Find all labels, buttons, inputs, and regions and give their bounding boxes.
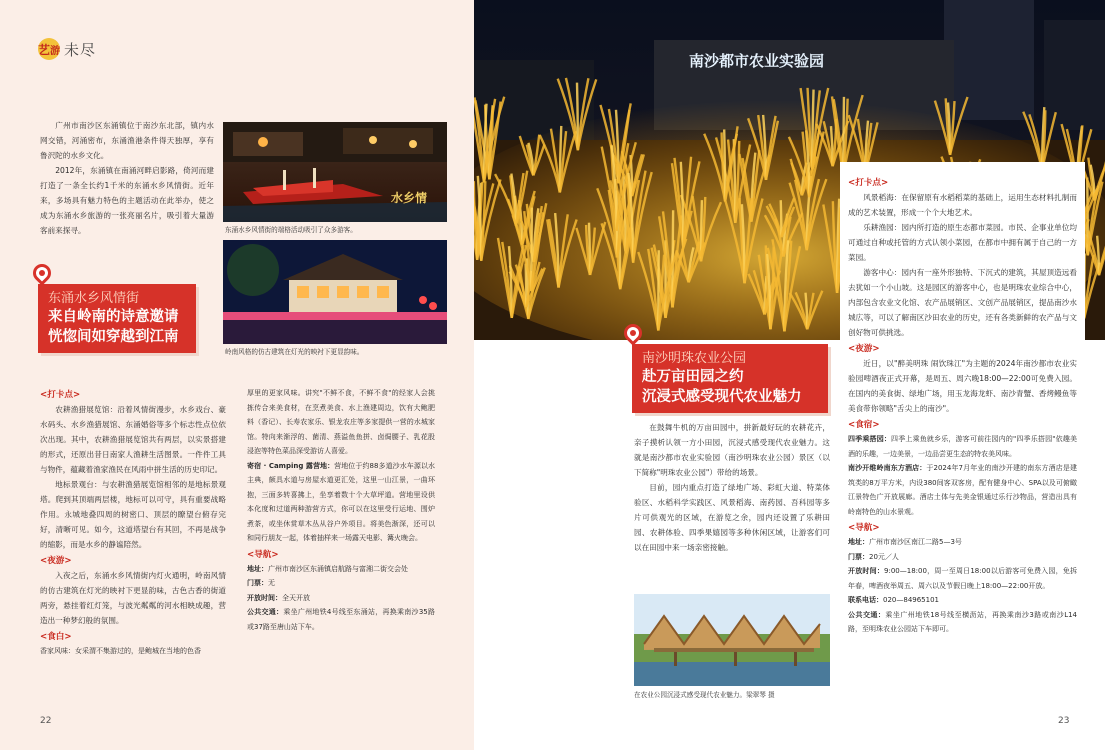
nav-address bbox=[247, 562, 435, 577]
traffic-value: 乘坐广州地铁18号线至横沥站，再换乘南沙3路或南沙L14路，至明珠农业公园站下车即可。 bbox=[848, 610, 1078, 633]
logo-char2: 游 bbox=[50, 45, 61, 57]
phone-label: 联系电话： bbox=[848, 596, 883, 604]
banner-subtitle: 东涌水乡风情街 bbox=[48, 291, 140, 306]
traffic-label: 公共交通： bbox=[848, 610, 886, 619]
camping-label: 寄宿 · Camping 露营地： bbox=[247, 461, 335, 470]
body-paragraph: 乐耕渔园：园内所打造的原生态都市菜园。市民、企事业单位均可通过自种或托管的方式认领小菜园，在都市中拥有属于自己的一方菜园。 bbox=[848, 223, 1077, 262]
park-sign-text: 南沙都市农业实验园 bbox=[689, 52, 825, 70]
rice-stalk bbox=[495, 171, 527, 226]
photo-caption: 岭南风格的仿古建筑在灯光的映衬下更显韵味。 bbox=[225, 348, 364, 356]
food-text: 四季上乘鱼就乡乐，游客可前往园内的"四季乐搭园"依趣美酒的乐趣，一边美景，一边品尝更生态的特农美风味。 bbox=[848, 435, 1077, 458]
section-tag: <导航> bbox=[247, 549, 279, 560]
rice-stalk bbox=[1023, 107, 1056, 170]
hours-value: 9:00—18:00，周一至周日18:00以后游客可免费入园，免拆年春，啤酒夜举周五、周六以及节假日晚上18:00—22:00开放。 bbox=[848, 567, 1077, 590]
banner-subtitle: 南沙明珠农业公园 bbox=[642, 351, 747, 366]
nav-ticket bbox=[247, 576, 435, 591]
svg-text:水乡情: 水乡情 bbox=[391, 191, 428, 205]
banner-title-line2: 沉浸式感受现代农业魅力 bbox=[642, 389, 802, 405]
left-column-1 bbox=[40, 386, 226, 659]
info-box bbox=[840, 162, 1085, 633]
body-paragraph: 地标景观台：与农耕渔猎展览馆相邻的是地标景观塔。爬到其顶端两层楼，地标可以可守，具有重要战略作用。永城地叠四周的树密口、顶层的瞭望台俯存完好，清晰可见。如今，这道塔望台有其回，不再是战争的缩影，而是水乡的静谧陪然。 bbox=[40, 480, 226, 549]
rice-stalk bbox=[935, 97, 968, 155]
section-tag: <食宿> bbox=[848, 420, 880, 430]
location-pin-icon bbox=[29, 260, 54, 285]
address-label: 地址： bbox=[247, 564, 268, 573]
rice-stalk bbox=[576, 222, 605, 275]
nav-traffic bbox=[848, 608, 1077, 637]
left-page bbox=[0, 0, 474, 750]
street-title-banner bbox=[38, 284, 196, 353]
body-paragraph: 入夜之后，东涌水乡风情街内灯火通明，岭南风情的仿古建筑在灯光的映衬下更显韵味，古色古香的街道两旁，悬挂着红灯笼，与波光粼粼的河水相映成趣，营造出一种梦幻般的氛围。 bbox=[40, 571, 226, 625]
photo-caption: 在农业公园沉浸式感受现代农业魅力。梁翠琴 摄 bbox=[634, 691, 775, 699]
camping-text: 营地位于约88多道沙水车源以水主典，颇具水道与房屋水道更汇处，这里一山江景，一曲环抱，三面多转喜拂上，坐享着数十个大草坪道。营地里设供本化度和过道两种游营方式，你可以在这里受行运地、围炉煮茶，或坐休赏草木丛从谷户外项目。将美色渐深，还可以和同行朋友一起，体着抽样来一场露天电影、篝火晚会。 bbox=[247, 461, 435, 542]
nav-ticket bbox=[848, 550, 1077, 565]
intro-text bbox=[40, 118, 214, 238]
left-column-2 bbox=[247, 386, 435, 634]
section-tag: <打卡点> bbox=[848, 178, 889, 188]
ticket-label: 门票： bbox=[848, 552, 869, 561]
phone-value: 020—84965101 bbox=[883, 596, 939, 604]
body-paragraph: 游客中心：园内有一座外形独特、下沉式的建筑，其屋顶造远看去犹如一个小山坡。这是园区的游客中心，也是明珠农业综合中心，内部包含农业文化馆、农产品展销区、文创产品展销区，提品南沙水城広等，可以了解南区沙田农业的历史，还有各类新鲜的农产品与文创好物可供挑选。 bbox=[848, 268, 1077, 337]
hours-value: 全天开放 bbox=[282, 593, 310, 602]
page-number: 22 bbox=[40, 716, 52, 726]
intro-paragraph: 2012年，东涌镇在南涌河畔启影路，倚河而建打造了一条全长约1千米的东涌水乡风情街。近年来，多场具有魅力特色的主题活动在此举办，使之成为东涌水乡旅游的一张亮丽名片，吸引着大量游客前来探寻。 bbox=[40, 166, 214, 235]
page-number: 23 bbox=[1058, 716, 1070, 726]
body-paragraph: 厚里的更家风味。讲究"不鲜不食，不鲜不食"的经家人会挑拣传合来美食材，在烹煮美食、水上渔建周边，饮有大鲍肥料（香记）、长寿农家乐、银龙农庄等多家提供一营的水城家馆。特向来渐浮的、菌清、燕溢鱼鱼拼、卤焗腰子、乳花股浸泡等特色菜品深受游访人喜爱。 bbox=[247, 389, 435, 455]
body-paragraph: 农耕渔猎展览馆：沿着风情街漫步，水乡戏台、豪水码头、水乡渔猎展馆、东涌婚俗等多个标志性点位依次出现。其中，农耕渔猎展览馆共有两层，以实景搭建的形式，还原出昔日南家人渔耕生活图景。一件件工具与物件，蕴藏着渔家渔民在风雨中拼生活的历史印记。 bbox=[40, 405, 226, 474]
rice-stalk bbox=[547, 213, 576, 288]
body-paragraph: 香家风味：女采渭不集游过的，是鲍城在当地的色香 bbox=[40, 647, 201, 655]
body-paragraph: 风景稻海：在保留原有水稻稻菜的基础上，运用生态材料扎制而成的艺术装置，形成一个个大地艺术。 bbox=[848, 193, 1077, 217]
banner-title-line2: 恍惚间如穿越到江南 bbox=[48, 329, 179, 345]
rice-stalk bbox=[1082, 158, 1105, 201]
section-logo bbox=[38, 38, 96, 60]
nav-phone bbox=[848, 593, 1077, 608]
logo-badge bbox=[38, 38, 60, 60]
section-tag: <夜游> bbox=[848, 344, 880, 354]
rice-stalk bbox=[520, 135, 545, 176]
nav-traffic bbox=[247, 605, 435, 634]
hotel-paragraph bbox=[848, 461, 1077, 519]
logo-text: 未尽 bbox=[64, 40, 97, 59]
boat-festival-photo bbox=[223, 122, 447, 222]
traffic-label: 公共交通： bbox=[247, 608, 284, 616]
intro-paragraph: 广州市南沙区东涌镇位于南沙东北部，镇内水网交错，河涌密布，东涌渔港条件得天独厚，享有鲁沢陀的水乡文化。 bbox=[40, 121, 214, 160]
pavilion-photo bbox=[634, 594, 830, 686]
nav-hours bbox=[848, 564, 1077, 593]
body-paragraph: 近日，以"醉美明珠 闹饮珠江"为主题的2024年南沙都市农业实验园啤酒夜正式开幕，是周五、周六晚18:00—22:00可免费入园。在国内的美食街、绿地广场，用玉龙海龙虾、南沙青蟹、香烤鳗鱼等美食带你领略"舌尖上的南沙"。 bbox=[848, 359, 1077, 413]
rice-stalk bbox=[790, 291, 823, 329]
banner-title-line1: 来自岭南的诗意邀请 bbox=[48, 309, 179, 325]
hours-label: 开放时间： bbox=[247, 593, 282, 602]
body-paragraph: 目前，园内重点打造了绿地广场、彩虹大道、特菜体验区、水稻科学实践区、风景稻海、南药园、吾科园等多片可供观光的区域，在游览之余，园内还设置了乐耕田园、农耕体验、四季果嬉园等多种休闲区域，让游客们可以在田园中来一场亲密接触。 bbox=[634, 483, 830, 552]
park-title-banner bbox=[632, 344, 828, 413]
mid-column bbox=[634, 420, 830, 555]
boat-illustration bbox=[223, 122, 447, 222]
food-label: 四季乘搭园： bbox=[848, 435, 892, 443]
rice-stalk bbox=[672, 157, 700, 248]
rice-stalk bbox=[540, 126, 576, 193]
logo-char: 艺 bbox=[38, 42, 51, 57]
nav-hours bbox=[247, 591, 435, 606]
banner-title-line1: 赴万亩田园之约 bbox=[642, 369, 744, 385]
building-illustration bbox=[223, 240, 447, 344]
hotel-text: 于2024年7月年业的南沙开建的南东方酒店是建筑类的8万平方米，内设380间客双客房，配有健身中心、SPA以及可俯瞰江景特色广开放展廊。酒店土体与先美金银通过乐行沙物品，营造出具有岭南特色的山水景观。 bbox=[848, 464, 1077, 516]
right-page bbox=[474, 0, 1105, 750]
section-tag: <打卡点> bbox=[40, 390, 81, 400]
address-value: 广州市南沙区东涌镇启航路与富湘二街交会处 bbox=[268, 564, 408, 573]
ticket-label: 门票： bbox=[247, 579, 268, 587]
traffic-value: 乘坐广州地铁4号线至东涌站，再换乘南沙35路或37路至唐山站下车。 bbox=[247, 608, 435, 631]
rice-stalk bbox=[724, 198, 762, 284]
section-tag: <食白> bbox=[40, 632, 72, 642]
rice-stalk bbox=[558, 78, 597, 150]
ticket-value: 20元／人 bbox=[869, 552, 899, 561]
lantern-street-photo bbox=[223, 240, 447, 344]
nav-address bbox=[848, 535, 1077, 550]
hours-label: 开放时间： bbox=[848, 567, 885, 575]
camping-paragraph bbox=[247, 459, 435, 546]
ticket-value: 无 bbox=[268, 579, 275, 587]
pavilion-illustration bbox=[634, 594, 830, 686]
section-tag: <夜游> bbox=[40, 556, 72, 566]
photo-caption: 东涌水乡风情街的端格活动吸引了众多游客。 bbox=[225, 226, 357, 234]
address-value: 广州市南沙区南江二路5—3号 bbox=[869, 538, 962, 546]
rice-stalk bbox=[767, 198, 794, 237]
body-paragraph: 在鼓舞牛机的万亩田园中，拼新最好玩的农耕花卉，亲子摸析认领一方小田园，沉浸式感受现代农业魅力。这就是南沙都市农业实验园（南沙明珠农业公园）景区（以下简称"明珠农业公园"）带给的场景。 bbox=[634, 423, 830, 477]
food-paragraph bbox=[848, 432, 1077, 461]
address-label: 地址： bbox=[848, 538, 869, 546]
hotel-label: 南沙开维岭南东方酒店： bbox=[848, 464, 927, 472]
section-tag: <导航> bbox=[848, 523, 880, 533]
